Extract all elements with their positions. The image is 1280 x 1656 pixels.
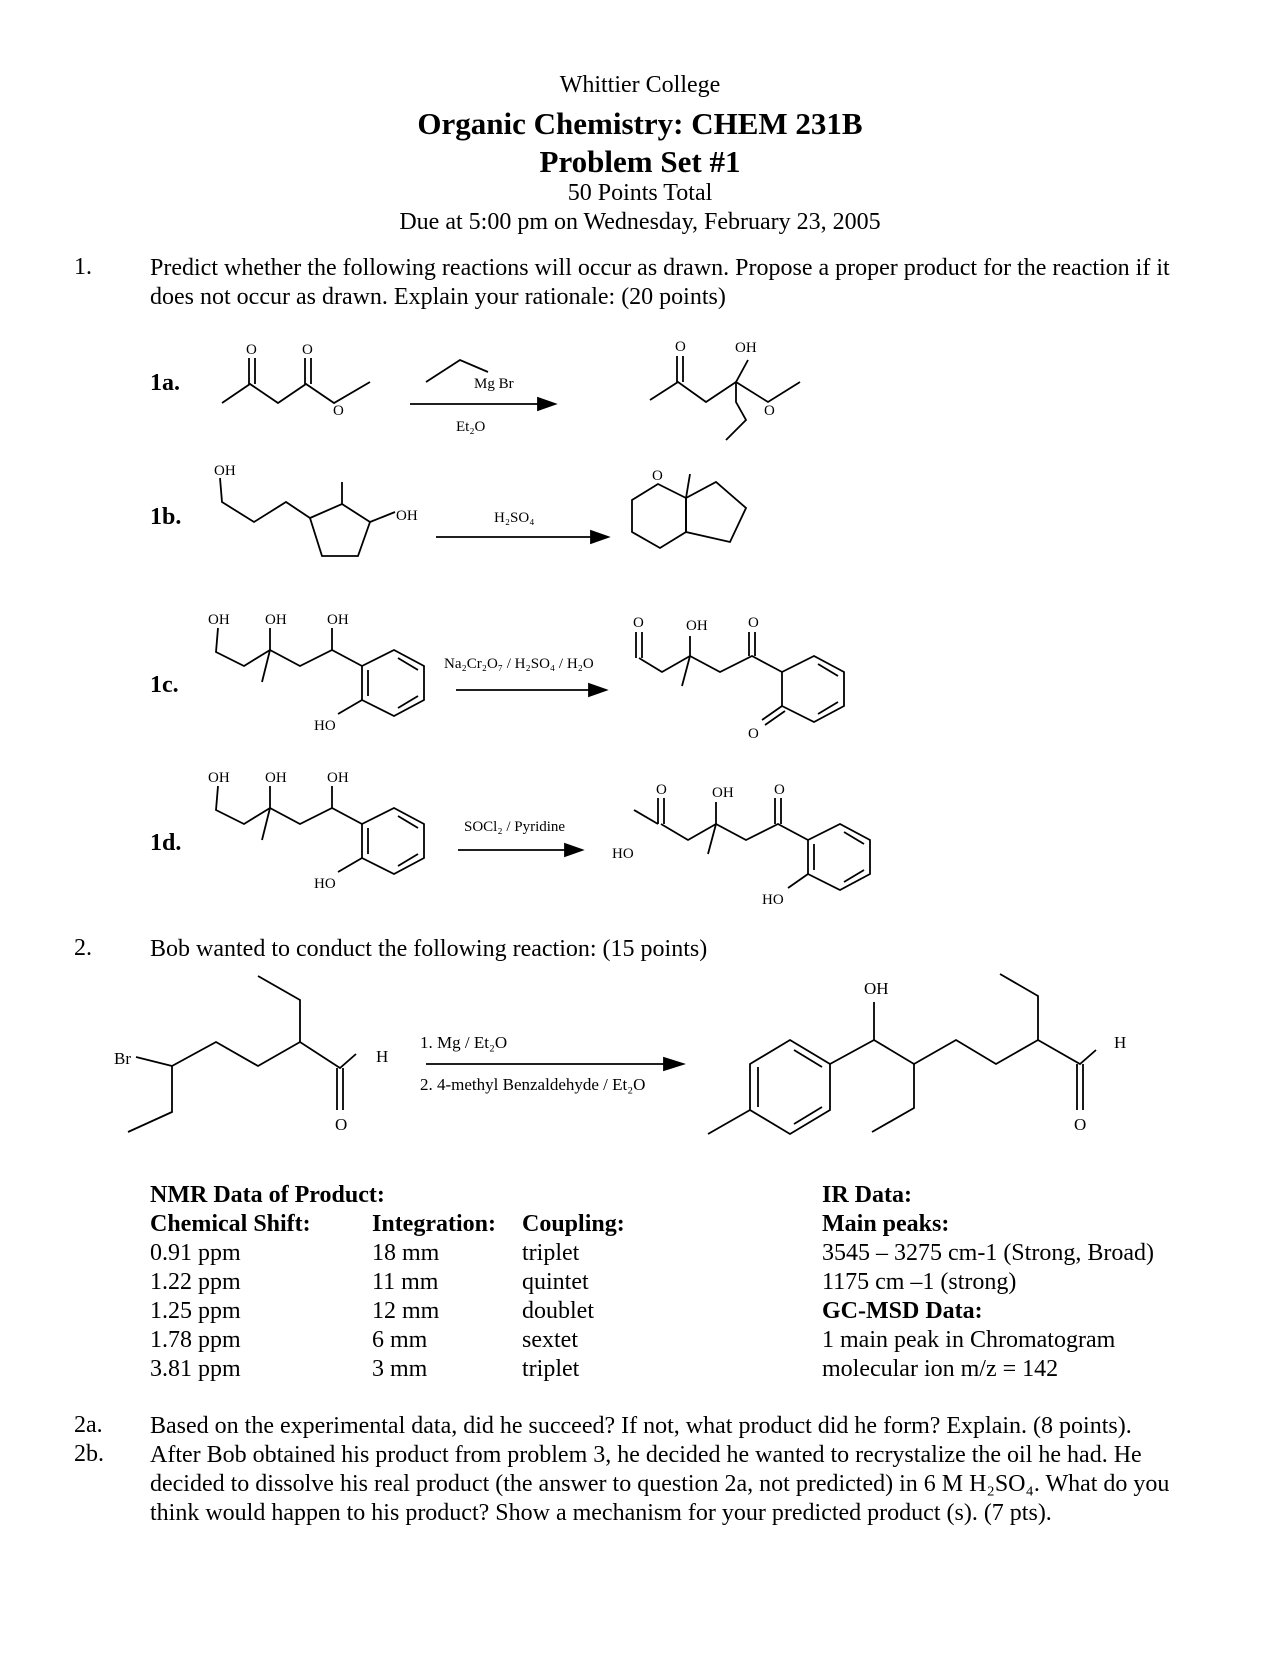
q2a-number: 2a. (74, 1412, 103, 1438)
nmr-cell: 3.81 ppm (150, 1356, 241, 1382)
reactant-1b-structure (214, 463, 418, 556)
atom-o: O (748, 726, 759, 742)
nmr-cell: 11 mm (372, 1269, 439, 1295)
reagent-1c-top: Na₂Cr₂O₇ / H₂SO₄ / H₂O (444, 656, 594, 672)
due-date: Due at 5:00 pm on Wednesday, February 23, 2005 (399, 209, 881, 235)
reagent-2-step-2: 2. 4-methyl Benzaldehyde / Et₂O (420, 1075, 646, 1094)
nmr-cell: 1.25 ppm (150, 1298, 241, 1324)
grignard-reagent (426, 360, 514, 392)
reaction-1b-label: 1b. (150, 504, 182, 530)
atom-o: O (652, 468, 663, 484)
nmr-col-coupling (522, 1210, 625, 1384)
reactant-1a-structure (222, 342, 370, 419)
ir-data-block (822, 1181, 1154, 1384)
atom-oh: OH (686, 618, 708, 634)
reagent-1a-bottom: Et₂O (456, 419, 486, 435)
gcms-line: 1 main peak in Chromatogram (822, 1327, 1116, 1353)
reaction-1b-scheme (0, 460, 1280, 590)
nmr-col-integration (372, 1210, 496, 1384)
atom-oh: OH (327, 612, 349, 628)
atom-oh: OH (208, 612, 230, 628)
atom-h: H (376, 1047, 389, 1066)
atom-ho: HO (612, 846, 634, 862)
gcms-line: molecular ion m/z = 142 (822, 1356, 1059, 1382)
nmr-col-shift (150, 1210, 311, 1384)
gcms-label: GC-MSD Data: (822, 1298, 983, 1324)
product-2-structure (708, 974, 1126, 1134)
q2-number: 2. (74, 935, 92, 961)
atom-ho: HO (314, 876, 336, 892)
atom-ho: HO (314, 718, 336, 734)
nmr-cell: doublet (522, 1298, 594, 1324)
reaction-1a-scheme (0, 330, 1280, 460)
atom-h: H (1114, 1033, 1127, 1052)
reagent-1d-top: SOCl₂ / Pyridine (464, 819, 566, 835)
nmr-cell: sextet (522, 1327, 578, 1353)
atom-o: O (748, 615, 759, 631)
nmr-header-shift: Chemical Shift: (150, 1211, 311, 1237)
atom-oh: OH (208, 770, 230, 786)
problem-set-title: Problem Set #1 (539, 144, 741, 179)
atom-o: O (633, 615, 644, 631)
nmr-cell: 18 mm (372, 1240, 440, 1266)
reaction-1d-scheme (0, 768, 1280, 918)
atom-o: O (333, 403, 344, 419)
reaction-1a-label: 1a. (150, 370, 180, 396)
reaction-1d-label: 1d. (150, 830, 182, 856)
reactant-1d-structure (208, 770, 424, 892)
atom-o: O (656, 782, 667, 798)
nmr-cell: 3 mm (372, 1356, 428, 1382)
q2b-text: After Bob obtained his product from problem 3, he decided he wanted to recrystalize the oil he had. He decided to dissolve his real product (the answer to question 2a, not predicted) in 6 M H₂SO₄. What do you think would happen to his product? Show a mechanism for your predicted product (s). (7 pts). (150, 1442, 1170, 1526)
q1-prompt: Predict whether the following reactions will occur as drawn. Propose a proper product for the reaction if it does not occur as drawn. Explain your rationale: (20 points) (150, 255, 1170, 310)
ir-peak: 1175 cm –1 (strong) (822, 1269, 1017, 1295)
atom-oh: OH (265, 612, 287, 628)
atom-o: O (1074, 1115, 1087, 1134)
nmr-cell: 12 mm (372, 1298, 440, 1324)
product-1a-structure (650, 339, 800, 440)
reagent-1b-top: H₂SO₄ (494, 510, 535, 526)
nmr-cell: quintet (522, 1269, 589, 1295)
course-title: Organic Chemistry: CHEM 231B (417, 106, 863, 141)
nmr-cell: triplet (522, 1240, 580, 1266)
atom-o: O (774, 782, 785, 798)
atom-o: O (302, 342, 313, 358)
nmr-title: NMR Data of Product: (150, 1182, 385, 1208)
product-1b-structure (632, 468, 746, 548)
reactant-2-structure (114, 976, 388, 1134)
atom-o: O (335, 1115, 348, 1134)
atom-o: O (246, 342, 257, 358)
q2b-number: 2b. (74, 1441, 104, 1467)
atom-oh: OH (735, 340, 757, 356)
q2a-text: Based on the experimental data, did he succeed? If not, what product did he form? Explain. (8 points). (150, 1413, 1132, 1439)
atom-oh: OH (396, 508, 418, 524)
reagent-1a-top: Mg Br (474, 376, 514, 392)
institution: Whittier College (559, 72, 721, 98)
nmr-cell: triplet (522, 1356, 580, 1382)
atom-oh: OH (327, 770, 349, 786)
atom-br: Br (114, 1049, 131, 1068)
atom-o: O (764, 403, 775, 419)
atom-oh: OH (864, 979, 889, 998)
points-total: 50 Points Total (567, 180, 713, 206)
nmr-table (150, 1181, 385, 1210)
nmr-header-integration: Integration: (372, 1211, 496, 1237)
atom-o: O (675, 339, 686, 355)
ir-title: IR Data: (822, 1182, 912, 1208)
reaction-1c-scheme (0, 610, 1280, 760)
nmr-cell: 1.78 ppm (150, 1327, 241, 1353)
atom-oh: OH (712, 785, 734, 801)
reaction-2-scheme (0, 970, 1280, 1170)
reactant-1c-structure (208, 612, 424, 734)
reaction-1c-label: 1c. (150, 672, 179, 698)
product-1d-structure (612, 782, 870, 908)
product-1c-structure (633, 615, 844, 742)
q2-prompt: Bob wanted to conduct the following reaction: (15 points) (150, 936, 708, 962)
reagent-2-step-1: 1. Mg / Et₂O (420, 1033, 508, 1052)
atom-oh: OH (214, 463, 236, 479)
nmr-cell: 6 mm (372, 1327, 428, 1353)
atom-ho: HO (762, 892, 784, 908)
atom-oh: OH (265, 770, 287, 786)
nmr-cell: 1.22 ppm (150, 1269, 241, 1295)
q1-number: 1. (74, 254, 92, 280)
nmr-header-coupling: Coupling: (522, 1211, 625, 1237)
ir-peak: 3545 – 3275 cm-1 (Strong, Broad) (822, 1240, 1154, 1266)
nmr-cell: 0.91 ppm (150, 1240, 241, 1266)
ir-main-peaks-label: Main peaks: (822, 1211, 950, 1237)
